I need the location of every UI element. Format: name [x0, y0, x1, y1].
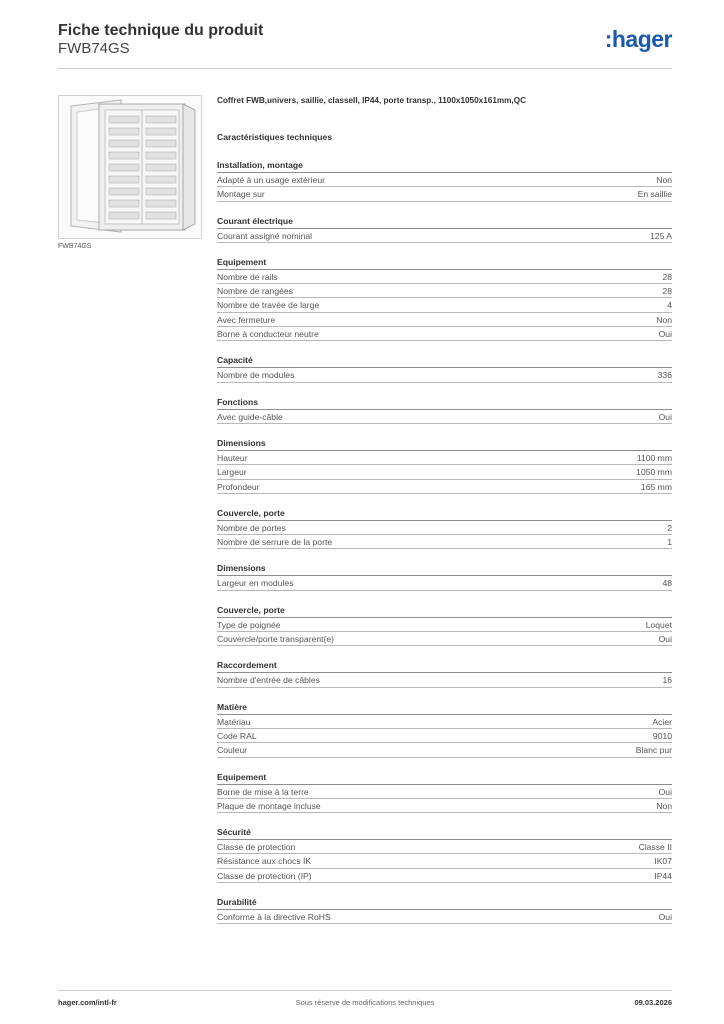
module-row — [146, 164, 176, 171]
section-title: Fonctions — [217, 395, 672, 410]
spec-row — [217, 535, 672, 549]
spec-row — [217, 313, 672, 327]
spec-label: Borne de mise à la terre — [217, 786, 309, 797]
module-row — [146, 128, 176, 135]
spec-section — [217, 561, 672, 590]
spec-section — [217, 700, 672, 758]
spec-row — [217, 743, 672, 757]
spec-section — [217, 603, 672, 647]
footer-notice: Sous réserve de modifications techniques — [295, 998, 435, 1007]
section-title: Couvercle, porte — [217, 506, 672, 521]
module-row — [146, 188, 176, 195]
spec-label: Avec guide-câble — [217, 411, 283, 422]
image-caption: FWB74GS — [58, 243, 92, 250]
section-title: Couvercle, porte — [217, 603, 672, 618]
spec-section — [217, 895, 672, 924]
module-row — [146, 176, 176, 183]
spec-section — [217, 353, 672, 382]
spec-section — [217, 436, 672, 494]
module-row — [109, 176, 139, 183]
page-footer — [58, 998, 672, 1012]
spec-label: Nombre de rangées — [217, 286, 293, 297]
spec-section — [217, 825, 672, 883]
module-row — [146, 152, 176, 159]
spec-row — [217, 618, 672, 632]
spec-value: 48 — [662, 578, 672, 589]
page-title: Fiche technique du produit — [58, 22, 264, 39]
spec-label: Couleur — [217, 745, 248, 756]
module-row — [109, 128, 139, 135]
spec-row — [217, 284, 672, 298]
spec-row — [217, 869, 672, 883]
section-title: Equipement — [217, 255, 672, 270]
module-row — [109, 152, 139, 159]
spec-row — [217, 410, 672, 424]
spec-value: IP44 — [654, 870, 672, 881]
spec-section — [217, 658, 672, 687]
product-description: Coffret FWB,univers, saillie, classeII, IP44, porte transp., 1100x1050x161mm,QC — [217, 96, 526, 105]
spec-row — [217, 298, 672, 312]
section-title: Raccordement — [217, 658, 672, 673]
spec-label: Largeur en modules — [217, 578, 294, 589]
section-title: Matière — [217, 700, 672, 715]
spec-row — [217, 327, 672, 341]
spec-label: Plaque de montage incluse — [217, 800, 321, 811]
spec-row — [217, 173, 672, 187]
spec-value: 165 mm — [640, 481, 672, 492]
module-row — [109, 188, 139, 195]
spec-value: 1050 mm — [636, 467, 672, 478]
spec-section — [217, 506, 672, 550]
spec-label: Type de poignée — [217, 619, 281, 630]
spec-label: Résistance aux chocs IK — [217, 856, 312, 867]
spec-value: 1100 mm — [636, 452, 672, 463]
footer-website: hager.com/intl-fr — [58, 998, 117, 1007]
module-row — [146, 140, 176, 147]
section-title: Equipement — [217, 770, 672, 785]
spec-row — [217, 715, 672, 729]
spec-label: Largeur — [217, 467, 247, 478]
specs-heading: Caractéristiques techniques — [217, 132, 333, 142]
spec-row — [217, 187, 672, 201]
spec-value: Oui — [658, 411, 672, 422]
spec-label: Profondeur — [217, 481, 260, 492]
spec-content — [217, 95, 672, 936]
spec-row — [217, 785, 672, 799]
spec-label: Nombre de travée de large — [217, 300, 320, 311]
spec-row — [217, 799, 672, 813]
spec-value: 336 — [657, 370, 672, 381]
spec-value: 28 — [662, 286, 672, 297]
spec-label: Montage sur — [217, 189, 265, 200]
section-title: Courant électrique — [217, 214, 672, 229]
spec-value: Blanc pur — [635, 745, 672, 756]
spec-row — [217, 465, 672, 479]
footer-divider — [58, 990, 672, 991]
spec-label: Matériau — [217, 716, 251, 727]
spec-label: Couvercle/porte transparent(e) — [217, 634, 335, 645]
section-title: Dimensions — [217, 561, 672, 576]
spec-value: 16 — [662, 675, 672, 686]
spec-value: 2 — [667, 522, 672, 533]
section-title: Dimensions — [217, 436, 672, 451]
footer-date: 09.03.2026 — [634, 998, 672, 1007]
spec-row — [217, 270, 672, 284]
spec-row — [217, 521, 672, 535]
spec-label: Conforme à la directive RoHS — [217, 912, 331, 923]
spec-row — [217, 451, 672, 465]
section-title: Durabilité — [217, 895, 672, 910]
spec-row — [217, 632, 672, 646]
module-row — [146, 200, 176, 207]
spec-label: Avec fermeture — [217, 314, 276, 325]
spec-value: 9010 — [652, 730, 672, 741]
spec-label: Hauteur — [217, 452, 248, 463]
module-row — [146, 212, 176, 219]
module-row — [109, 200, 139, 207]
spec-section — [217, 255, 672, 341]
spec-value: Non — [656, 800, 672, 811]
spec-value: Oui — [658, 329, 672, 340]
module-row — [109, 140, 139, 147]
spec-row — [217, 673, 672, 687]
spec-label: Classe de protection (IP) — [217, 870, 312, 881]
spec-value: Classe II — [638, 842, 672, 853]
spec-label: Adapté à un usage extérieur — [217, 175, 325, 185]
spec-section — [217, 770, 672, 814]
spec-label: Classe de protection — [217, 842, 296, 853]
spec-section — [217, 214, 672, 243]
spec-row — [217, 229, 672, 243]
spec-label: Code RAL — [217, 730, 257, 741]
spec-sections — [217, 158, 672, 924]
module-row — [146, 116, 176, 123]
module-row — [109, 212, 139, 219]
header-divider — [58, 68, 672, 69]
spec-value: 1 — [667, 537, 672, 548]
spec-row — [217, 576, 672, 590]
spec-row — [217, 480, 672, 494]
spec-label: Nombre de rails — [217, 271, 278, 282]
spec-label: Nombre de serrure de la porte — [217, 537, 333, 548]
spec-value: Acier — [652, 716, 672, 727]
spec-value: IK07 — [654, 856, 672, 867]
spec-value: En saillie — [637, 189, 672, 200]
spec-row — [217, 840, 672, 854]
spec-value: 125 A — [650, 230, 672, 241]
spec-value: Non — [656, 314, 672, 325]
spec-value: Oui — [658, 786, 672, 797]
spec-label: Courant assigné nominal — [217, 230, 313, 241]
spec-label: Borne à conducteur neutre — [217, 329, 319, 340]
spec-section — [217, 158, 672, 202]
spec-value: Oui — [658, 912, 672, 923]
section-title: Installation, montage — [217, 158, 672, 173]
product-image — [58, 95, 202, 239]
spec-row — [217, 729, 672, 743]
spec-label: Nombre de portes — [217, 522, 286, 533]
spec-section — [217, 395, 672, 424]
spec-row — [217, 910, 672, 924]
section-title: Sécurité — [217, 825, 672, 840]
module-row — [109, 116, 139, 123]
spec-value: Loquet — [645, 619, 672, 630]
spec-value: 28 — [662, 271, 672, 282]
spec-value: Oui — [658, 634, 672, 645]
module-row — [109, 164, 139, 171]
spec-value: Non — [656, 175, 672, 185]
spec-row — [217, 854, 672, 868]
enclosure-illustration — [59, 96, 201, 238]
product-code: FWB74GS — [58, 40, 130, 57]
page-header — [58, 20, 672, 70]
spec-label: Nombre d'entrée de câbles — [217, 675, 320, 686]
hager-logo: :hager — [604, 26, 672, 52]
section-title: Capacité — [217, 353, 672, 368]
spec-label: Nombre de modules — [217, 370, 295, 381]
logo-text: hager — [611, 26, 672, 52]
spec-value: 4 — [667, 300, 672, 311]
spec-row — [217, 368, 672, 382]
